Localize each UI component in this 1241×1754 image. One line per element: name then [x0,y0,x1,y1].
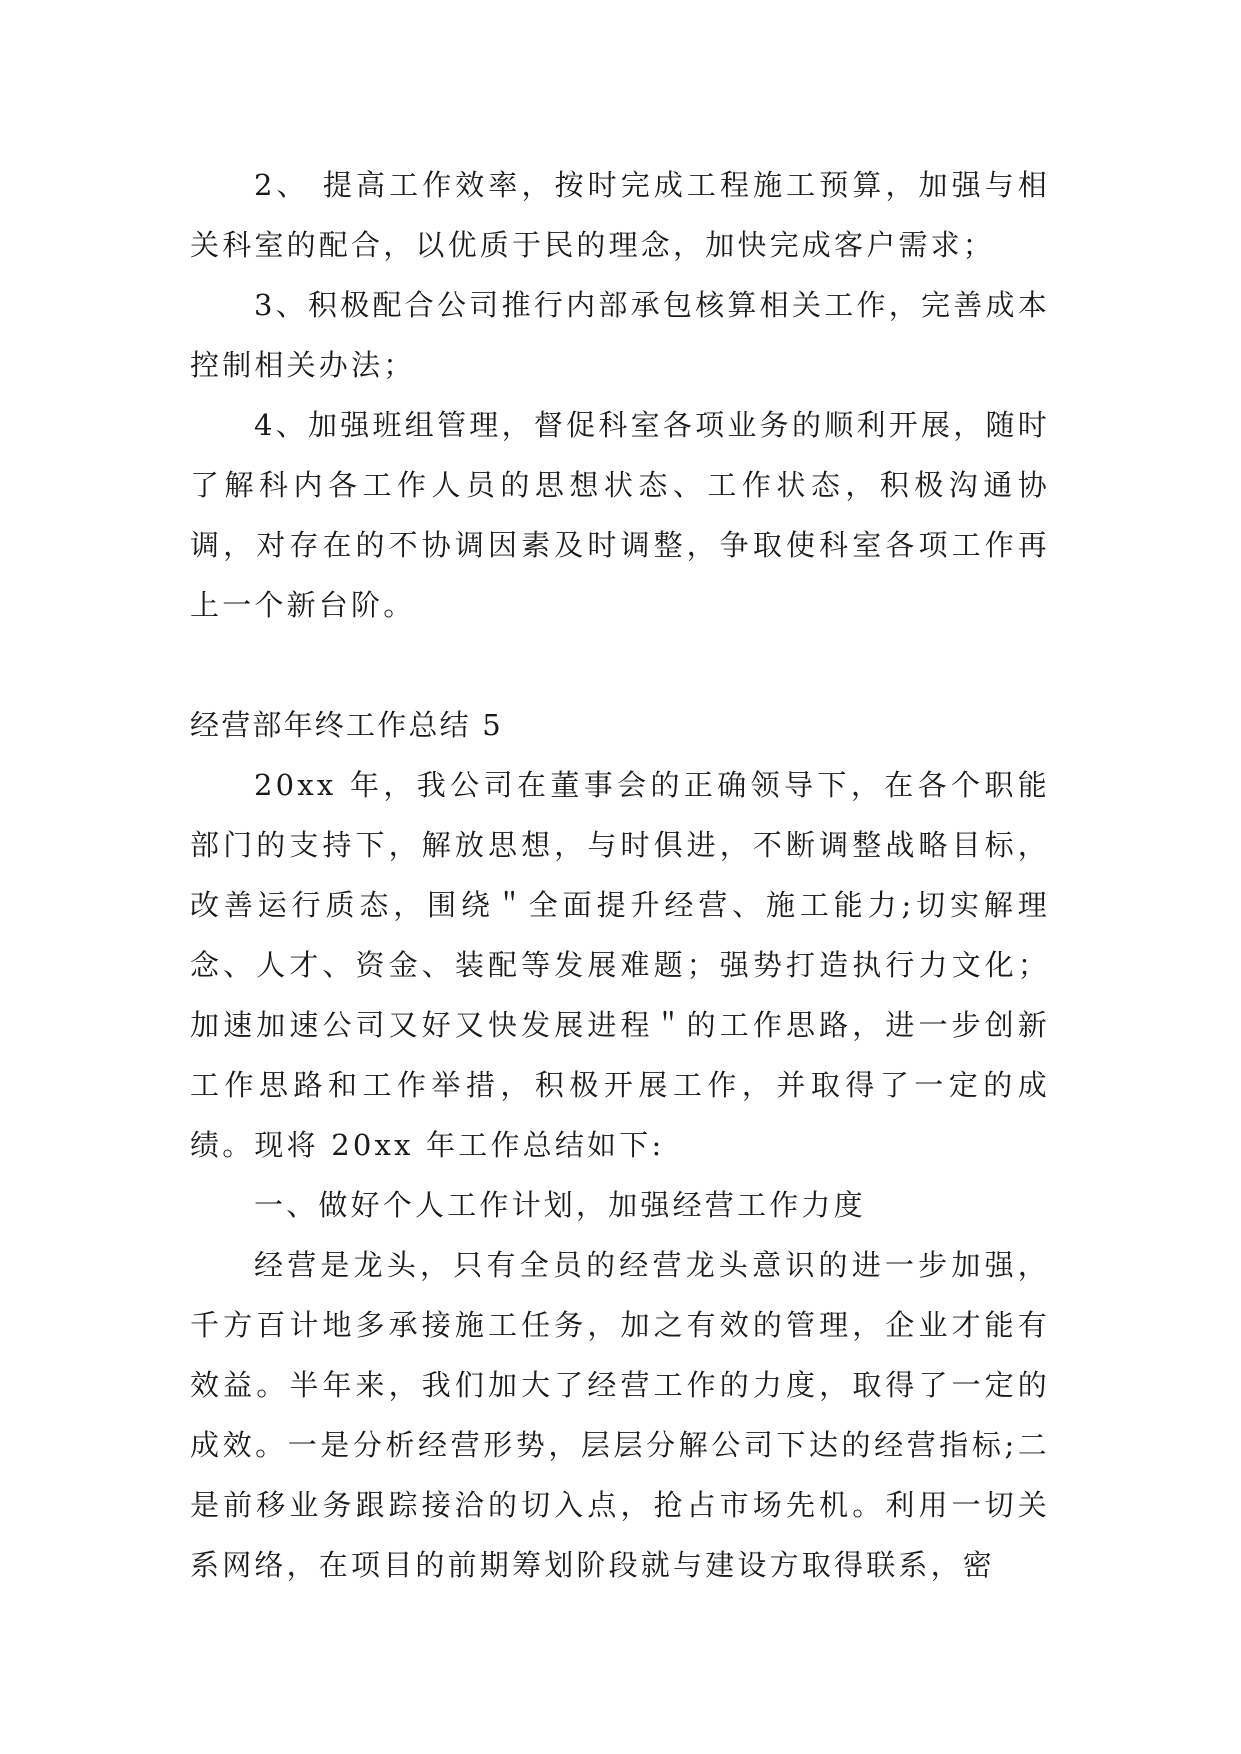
list-item-4: 4、加强班组管理，督促科室各项业务的顺利开展，随时了解科内各工作人员的思想状态、工作状态，积极沟通协调，对存在的不协调因素及时调整，争取使科室各项工作再上一个新台阶。 [190,408,1050,622]
body-paragraph-1: 经营是龙头，只有全员的经营龙头意识的进一步加强，千方百计地多承接施工任务，加之有效的管理，企业才能有效益。半年来，我们加大了经营工作的力度，取得了一定的成效。一是分析经营形势，层层分解公司下达的经营指标;二是前移业务跟踪接洽的切入点，抢占市场先机。利用一切关系网络，在项目的前期筹划阶段就与建设方取得联系，密 [190,1248,1050,1582]
section-title: 经营部年终工作总结 5 [190,708,503,742]
document-body [190,155,1050,1595]
list-item-2: 2、 提高工作效率，按时完成工程施工预算，加强与相关科室的配合，以优质于民的理念，加快完成客户需求； [190,168,1050,262]
list-item-3: 3、积极配合公司推行内部承包核算相关工作，完善成本控制相关办法； [190,288,1050,382]
section-spacer [190,635,1050,695]
subheading-1: 一、做好个人工作计划，加强经营工作力度 [254,1188,866,1222]
intro-paragraph: 20xx 年，我公司在董事会的正确领导下，在各个职能部门的支持下，解放思想，与时俱进，不断调整战略目标，改善运行质态，围绕＂全面提升经营、施工能力;切实解理念、人才、资金、装配等发展难题；强势打造执行力文化；加速加速公司又好又快发展进程＂的工作思路，进一步创新工作思路和工作举措，积极开展工作，并取得了一定的成绩。现将 20xx 年工作总结如下: [190,768,1050,1162]
